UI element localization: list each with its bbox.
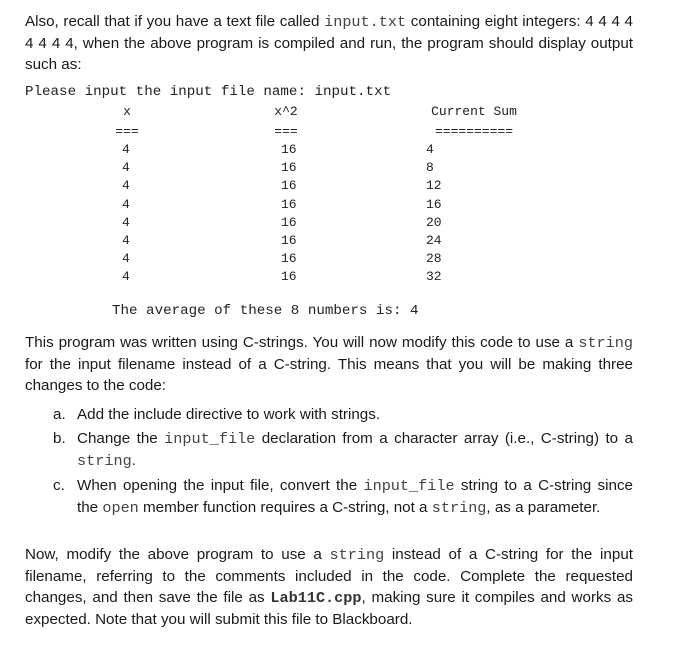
table-cell: 4 (122, 160, 130, 176)
column-header: Current Sum (431, 104, 517, 119)
string-code: string (578, 334, 633, 352)
input-file-code: input_file (363, 477, 455, 495)
table-cell: 20 (426, 214, 442, 230)
column-header: x^2 (274, 104, 298, 119)
list-text: When opening the input file, convert the (77, 477, 364, 494)
prompt-line: Please input the input file name: input.txt (25, 84, 392, 100)
list-item (50, 428, 633, 472)
table-cell: 16 (426, 196, 442, 212)
final-text-3: , making sure it compiles and works as expected. (25, 589, 633, 628)
intro-text-2: containing eight integers: 4 4 4 4 4 4 4 4, when the above program is compiled and run, the program should display output such as: (25, 13, 634, 73)
table-cell: 16 (281, 251, 297, 267)
final-text-2: instead of a C-string for the input filename, referring to the comments included in the code. Complete the requested changes, and then save the file as (25, 546, 633, 606)
table-cell: 4 (122, 196, 130, 212)
para2-text-2: for the input filename instead of a C-string. This means that you will be making three changes to the code: (25, 356, 633, 394)
table-cell: 8 (426, 160, 434, 176)
header-underline: ========== (434, 124, 514, 139)
instructions-paragraph (25, 332, 633, 396)
table-cell: 4 (122, 214, 130, 230)
table-cell: 4 (122, 142, 130, 157)
table-cell: 4 (122, 269, 130, 285)
list-marker: b. (53, 430, 66, 447)
lab-filename: Lab11C.cpp (270, 589, 362, 607)
table-cell: 24 (426, 233, 442, 248)
list-text: Add the include directive to work with strings. (77, 406, 381, 423)
string-code: string (77, 452, 132, 470)
table-cell: 4 (426, 142, 434, 157)
table-cell: 4 (122, 251, 130, 267)
column-header: x (123, 104, 131, 119)
table-cell: 16 (281, 160, 297, 176)
final-text-1: Now, modify the above program to use a (25, 546, 330, 563)
table-cell: 28 (426, 251, 442, 267)
list-text: Change the (77, 430, 165, 447)
list-item (50, 475, 633, 519)
table-cell: 16 (281, 233, 297, 248)
list-text: , as a parameter. (486, 499, 601, 516)
list-item (50, 404, 633, 425)
table-cell: 12 (426, 178, 442, 194)
input-filename-code: input.txt (324, 13, 407, 31)
table-cell: 16 (281, 214, 297, 230)
intro-paragraph (25, 11, 633, 75)
list-marker: c. (53, 477, 65, 494)
open-code: open (102, 499, 139, 517)
changes-list (50, 404, 633, 522)
list-text: string to a C-string since the (77, 477, 633, 516)
final-paragraph (25, 544, 633, 630)
para2-text-1: This program was written using C-strings. You will now modify this code to use a (25, 334, 579, 351)
intro-text-1: Also, recall that if you have a text file called (25, 13, 325, 30)
list-text: member function requires a C-string, not a (138, 499, 432, 516)
string-code: string (329, 546, 385, 564)
table-cell: 16 (281, 269, 297, 285)
header-underline: === (115, 124, 139, 139)
string-code: string (431, 499, 487, 517)
table-cell: 16 (281, 178, 297, 194)
table-cell: 4 (122, 178, 130, 194)
list-text: declaration from a character array (i.e., C-string) to a (255, 430, 633, 447)
table-cell: 4 (122, 233, 130, 248)
table-cell: 16 (281, 142, 297, 157)
list-marker: a. (53, 406, 66, 423)
average-line: The average of these 8 numbers is: 4 (112, 303, 419, 319)
table-cell: 32 (426, 269, 442, 285)
input-file-code: input_file (164, 430, 256, 448)
header-underline: === (274, 124, 298, 139)
list-text: . (131, 452, 136, 469)
submission-note: Note that you will submit this file to Blackboard. (95, 611, 413, 628)
table-cell: 16 (281, 196, 297, 212)
